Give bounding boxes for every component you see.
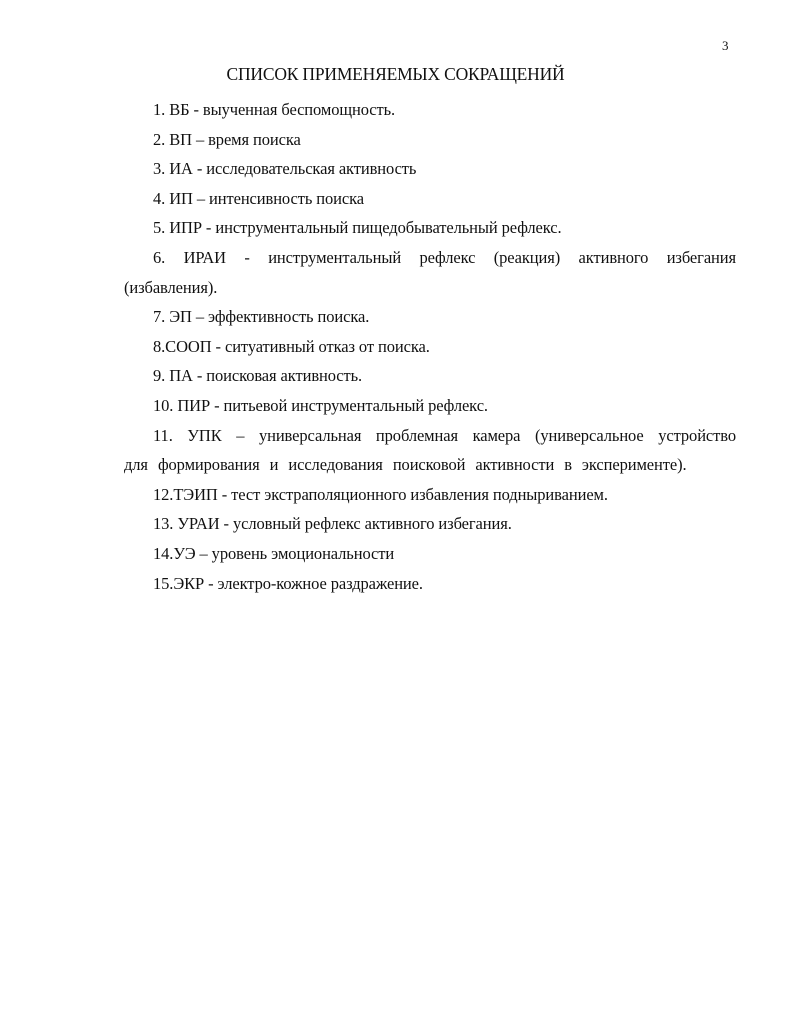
list-item: 12.ТЭИП - тест экстраполяционного избавления подныриванием. — [153, 484, 608, 504]
list-item: 8.СООП - ситуативный отказ от поиска. — [153, 336, 430, 356]
list-item: 3. ИА - исследовательская активность — [153, 159, 417, 179]
page-number: 3 — [722, 38, 729, 53]
list-item: 7. ЭП – эффективность поиска. — [153, 307, 370, 327]
list-item: 2. ВП – время поиска — [153, 129, 301, 149]
list-item: 1. ВБ - выученная беспомощность. — [153, 100, 396, 119]
list-item: 5. ИПР - инструментальный пищедобывательный рефлекс. — [153, 218, 562, 238]
abbreviation-list — [124, 95, 736, 598]
list-item: 10. ПИР - питьевой инструментальный рефлекс. — [153, 395, 488, 415]
list-item: 11. УПК – универсальная проблемная камера (универсальное устройство для формирования и исследования поисковой активности в эксперименте). — [124, 425, 736, 475]
list-item: 9. ПА - поисковая активность. — [153, 366, 363, 386]
page-title: СПИСОК ПРИМЕНЯЕМЫХ СОКРАЩЕНИЙ — [226, 64, 565, 84]
list-item: 6. ИРАИ - инструментальный рефлекс (реакция) активного избегания (избавления). — [124, 247, 736, 297]
list-item: 13. УРАИ - условный рефлекс активного избегания. — [153, 514, 512, 534]
list-item: 15.ЭКР - электро-кожное раздражение. — [153, 573, 423, 593]
list-item: 14.УЭ – уровень эмоциональности — [153, 543, 395, 563]
list-item: 4. ИП – интенсивность поиска — [153, 188, 364, 208]
